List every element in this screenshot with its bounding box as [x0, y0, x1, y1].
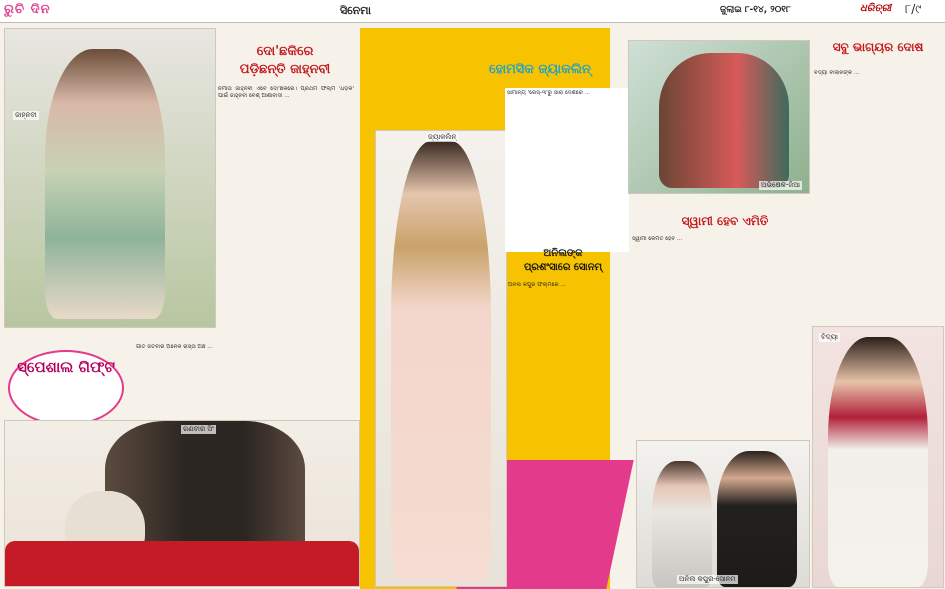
anil-sonam-photo	[636, 440, 810, 588]
vidya-photo	[812, 326, 944, 588]
gift-body: ଗୀତ ଜିତିବାର ଅନେକ ରାସ୍ତା ଅଛି ...	[136, 344, 213, 350]
vidya-body: ବିଦ୍ୟା ବାଲାନଙ୍କ ...	[814, 70, 860, 76]
jacqueline-photo	[375, 130, 507, 587]
janhvi-photo	[4, 28, 216, 328]
abhishek-jia-caption: ଅଭିଷେକ-ଜିଆ	[761, 181, 801, 189]
jacqueline-figure	[391, 141, 491, 581]
janhvi-headline-line-1: ଦୋ'ଛକିରେ	[256, 44, 314, 59]
sonam-figure	[652, 461, 712, 587]
vidya-headline: ସବୁ ଭାଗ୍ୟର ଦୋଷ	[832, 40, 924, 54]
janhvi-body: ନିର୍ମାତା ଜାହ୍ନବୀ ଏବେ ଦୋ'ଛକିରେ। ପ୍ରଥମ ଫିଲ୍ମ 'ଧଡ଼କ' ପାଇଁ ଜାହ୍ନବୀ ବେଶ୍ ଆଶାବାଦୀ ...	[218, 86, 354, 100]
page-number: ୮/୯	[905, 2, 922, 16]
ranveer-caption: ରଣବୀର ସିଂ	[183, 425, 214, 433]
section-title: ସିନେମା	[340, 4, 371, 17]
jacqueline-headline: ହୋମସିକ ଜ୍ୟାକଲିନ୍	[489, 62, 591, 77]
sonam-headline-line-1: ଅନିଲଙ୍କ	[543, 248, 583, 259]
ranveer-photo	[4, 420, 360, 587]
couple-figure	[659, 53, 789, 188]
publication-logo: ଧରିତ୍ରୀ	[860, 3, 892, 14]
sonam-body: ଅନିଲ କପୁର ଫିଲ୍ମରେ ...	[508, 282, 566, 288]
vidya-caption: ବିଦ୍ୟା	[821, 333, 838, 341]
jacqueline-caption: ଜ୍ୟାକଲିନ୍	[428, 133, 457, 141]
swami-headline: ସ୍ୱାମୀ ହେବ ଏମିତି	[681, 214, 769, 228]
anil-figure	[717, 451, 797, 587]
janhvi-headline-line-2: ପଡ଼ିଛନ୍ତି ଜାହ୍ନବୀ	[239, 62, 331, 77]
brand-title: ରୁଚି ଦିନ	[4, 2, 51, 17]
anil-sonam-caption: ଅନିଲ କପୁର-ସୋନମ	[679, 575, 736, 583]
special-gift-badge: ସ୍ପେଶାଲ ଗିଫ୍ଟ	[8, 350, 124, 426]
swami-body: ସ୍ୱାମୀ କେମିତି ହେବ ...	[632, 236, 683, 242]
page-header	[0, 0, 945, 23]
janhvi-caption: ଜାହ୍ନବୀ	[15, 111, 37, 119]
issue-date: ଜୁଲାଇ ୮-୧୪, ୨୦୧୮	[720, 5, 791, 15]
red-couch	[5, 541, 359, 586]
janhvi-figure	[45, 49, 165, 319]
vidya-figure	[828, 337, 928, 587]
jacqueline-body: ସାମାନ୍ୟ 'ରେସ୍-୩'ରୁ ସାରା ଦେଶରେ ...	[505, 88, 629, 252]
sonam-headline-line-2: ପ୍ରଶଂସାରେ ସୋନମ୍	[523, 262, 603, 273]
abhishek-jia-photo	[628, 40, 810, 194]
